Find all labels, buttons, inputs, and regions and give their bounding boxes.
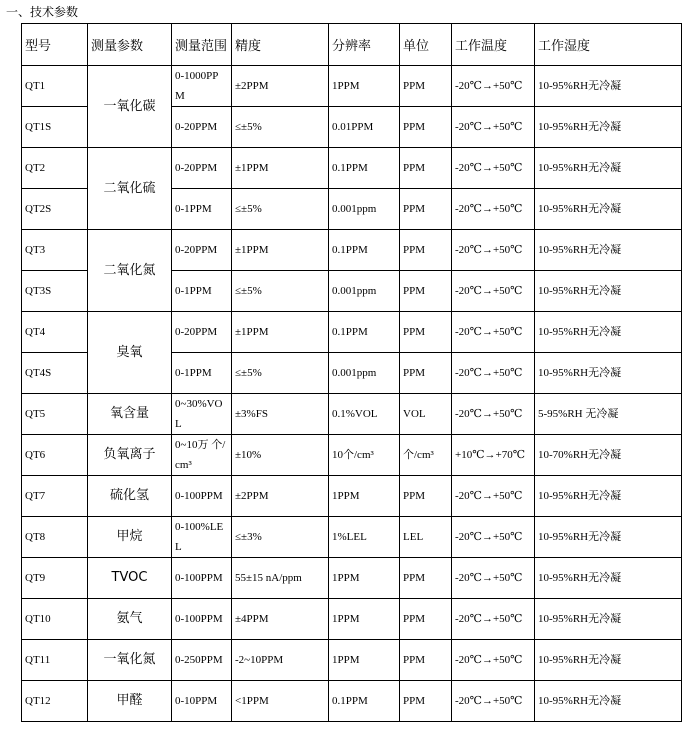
table-row	[22, 681, 682, 722]
cell-unit: 个/cm³	[400, 435, 452, 476]
cell-precision: ±10%	[232, 435, 329, 476]
cell-resolution: 0.1PPM	[329, 681, 400, 722]
cell-humidity: 10-95%RH无冷凝	[535, 558, 682, 599]
cell-resolution: 1%LEL	[329, 517, 400, 558]
cell-model: QT5	[22, 394, 88, 435]
cell-range: 0-20PPM	[172, 107, 232, 148]
cell-resolution: 1PPM	[329, 476, 400, 517]
cell-model: QT9	[22, 558, 88, 599]
cell-temp: -20℃→+50℃	[452, 517, 535, 558]
header-resolution: 分辨率	[329, 24, 400, 66]
cell-param: 甲醛	[88, 681, 172, 722]
header-model: 型号	[22, 24, 88, 66]
cell-unit: PPM	[400, 599, 452, 640]
cell-range: 0-1PPM	[172, 189, 232, 230]
cell-precision: <1PPM	[232, 681, 329, 722]
table-header-row	[22, 24, 682, 66]
cell-param: 一氧化碳	[88, 66, 172, 148]
cell-range: 0-20PPM	[172, 148, 232, 189]
cell-precision: ±1PPM	[232, 148, 329, 189]
cell-temp: -20℃→+50℃	[452, 312, 535, 353]
header-param: 测量参数	[88, 24, 172, 66]
table-row	[22, 599, 682, 640]
cell-precision: 55±15 nA/ppm	[232, 558, 329, 599]
header-unit: 单位	[400, 24, 452, 66]
cell-humidity: 10-95%RH无冷凝	[535, 312, 682, 353]
table-row	[22, 435, 682, 476]
cell-resolution: 0.001ppm	[329, 271, 400, 312]
cell-param: 硫化氢	[88, 476, 172, 517]
section-title: 一、技术参数	[6, 5, 79, 19]
table-row	[22, 394, 682, 435]
cell-resolution: 0.001ppm	[329, 353, 400, 394]
cell-param: 氧含量	[88, 394, 172, 435]
table-row	[22, 312, 682, 353]
cell-range: 0~10万 个/cm³	[172, 435, 232, 476]
cell-unit: PPM	[400, 66, 452, 107]
cell-resolution: 10个/cm³	[329, 435, 400, 476]
cell-param: 臭氧	[88, 312, 172, 394]
cell-model: QT2	[22, 148, 88, 189]
cell-temp: -20℃→+50℃	[452, 230, 535, 271]
cell-range: 0~30%VOL	[172, 394, 232, 435]
cell-precision: ±2PPM	[232, 476, 329, 517]
cell-humidity: 10-95%RH无冷凝	[535, 599, 682, 640]
cell-humidity: 5-95%RH 无冷凝	[535, 394, 682, 435]
cell-temp: -20℃→+50℃	[452, 107, 535, 148]
cell-temp: -20℃→+50℃	[452, 476, 535, 517]
cell-range: 0-1PPM	[172, 353, 232, 394]
cell-range: 0-100PPM	[172, 558, 232, 599]
cell-temp: +10℃→+70℃	[452, 435, 535, 476]
cell-model: QT4	[22, 312, 88, 353]
cell-humidity: 10-95%RH无冷凝	[535, 107, 682, 148]
cell-range: 0-20PPM	[172, 230, 232, 271]
cell-model: QT1	[22, 66, 88, 107]
cell-range: 0-100PPM	[172, 476, 232, 517]
cell-unit: PPM	[400, 681, 452, 722]
cell-unit: PPM	[400, 558, 452, 599]
cell-precision: ±1PPM	[232, 312, 329, 353]
cell-param: 二氧化氮	[88, 230, 172, 312]
cell-temp: -20℃→+50℃	[452, 394, 535, 435]
cell-resolution: 0.1PPM	[329, 148, 400, 189]
cell-resolution: 0.1PPM	[329, 230, 400, 271]
cell-humidity: 10-95%RH无冷凝	[535, 271, 682, 312]
cell-precision: ±4PPM	[232, 599, 329, 640]
cell-model: QT7	[22, 476, 88, 517]
table-row	[22, 476, 682, 517]
cell-unit: PPM	[400, 107, 452, 148]
cell-resolution: 1PPM	[329, 640, 400, 681]
cell-humidity: 10-95%RH无冷凝	[535, 148, 682, 189]
header-temp: 工作温度	[452, 24, 535, 66]
table-row	[22, 148, 682, 189]
cell-unit: VOL	[400, 394, 452, 435]
cell-temp: -20℃→+50℃	[452, 148, 535, 189]
cell-resolution: 0.1%VOL	[329, 394, 400, 435]
cell-range: 0-1PPM	[172, 271, 232, 312]
cell-unit: PPM	[400, 353, 452, 394]
spec-table	[21, 23, 682, 722]
cell-model: QT8	[22, 517, 88, 558]
cell-unit: PPM	[400, 189, 452, 230]
cell-resolution: 0.001ppm	[329, 189, 400, 230]
cell-range: 0-10PPM	[172, 681, 232, 722]
cell-precision: ±3%FS	[232, 394, 329, 435]
cell-unit: LEL	[400, 517, 452, 558]
cell-unit: PPM	[400, 476, 452, 517]
cell-param: 二氧化硫	[88, 148, 172, 230]
cell-range: 0-100PPM	[172, 599, 232, 640]
cell-humidity: 10-95%RH无冷凝	[535, 66, 682, 107]
cell-param: 一氧化氮	[88, 640, 172, 681]
cell-precision: -2~10PPM	[232, 640, 329, 681]
table-row	[22, 66, 682, 107]
cell-range: 0-1000PPM	[172, 66, 232, 107]
cell-param: 负氧离子	[88, 435, 172, 476]
cell-resolution: 1PPM	[329, 66, 400, 107]
cell-unit: PPM	[400, 640, 452, 681]
cell-temp: -20℃→+50℃	[452, 599, 535, 640]
header-humidity: 工作湿度	[535, 24, 682, 66]
cell-humidity: 10-95%RH无冷凝	[535, 476, 682, 517]
cell-param: TVOC	[88, 558, 172, 599]
cell-precision: ±2PPM	[232, 66, 329, 107]
cell-precision: ±1PPM	[232, 230, 329, 271]
cell-temp: -20℃→+50℃	[452, 681, 535, 722]
cell-humidity: 10-95%RH无冷凝	[535, 681, 682, 722]
cell-temp: -20℃→+50℃	[452, 640, 535, 681]
cell-temp: -20℃→+50℃	[452, 558, 535, 599]
cell-humidity: 10-70%RH无冷凝	[535, 435, 682, 476]
cell-humidity: 10-95%RH无冷凝	[535, 517, 682, 558]
cell-model: QT12	[22, 681, 88, 722]
cell-resolution: 0.01PPM	[329, 107, 400, 148]
cell-model: QT11	[22, 640, 88, 681]
cell-precision: ≤±5%	[232, 189, 329, 230]
cell-resolution: 1PPM	[329, 558, 400, 599]
cell-param: 氨气	[88, 599, 172, 640]
cell-humidity: 10-95%RH无冷凝	[535, 640, 682, 681]
cell-temp: -20℃→+50℃	[452, 271, 535, 312]
header-precision: 精度	[232, 24, 329, 66]
cell-range: 0-20PPM	[172, 312, 232, 353]
table-body	[22, 66, 682, 722]
table-row	[22, 640, 682, 681]
header-range: 测量范围	[172, 24, 232, 66]
cell-precision: ≤±5%	[232, 271, 329, 312]
cell-unit: PPM	[400, 230, 452, 271]
cell-precision: ≤±3%	[232, 517, 329, 558]
cell-humidity: 10-95%RH无冷凝	[535, 353, 682, 394]
cell-model: QT3	[22, 230, 88, 271]
cell-temp: -20℃→+50℃	[452, 353, 535, 394]
cell-unit: PPM	[400, 312, 452, 353]
cell-humidity: 10-95%RH无冷凝	[535, 230, 682, 271]
cell-unit: PPM	[400, 148, 452, 189]
cell-unit: PPM	[400, 271, 452, 312]
cell-resolution: 0.1PPM	[329, 312, 400, 353]
cell-temp: -20℃→+50℃	[452, 189, 535, 230]
cell-model: QT10	[22, 599, 88, 640]
cell-model: QT1S	[22, 107, 88, 148]
table-row	[22, 230, 682, 271]
cell-model: QT3S	[22, 271, 88, 312]
cell-precision: ≤±5%	[232, 353, 329, 394]
cell-precision: ≤±5%	[232, 107, 329, 148]
cell-model: QT4S	[22, 353, 88, 394]
table-row	[22, 517, 682, 558]
cell-model: QT6	[22, 435, 88, 476]
cell-temp: -20℃→+50℃	[452, 66, 535, 107]
cell-resolution: 1PPM	[329, 599, 400, 640]
cell-humidity: 10-95%RH无冷凝	[535, 189, 682, 230]
cell-range: 0-250PPM	[172, 640, 232, 681]
cell-range: 0-100%LEL	[172, 517, 232, 558]
cell-model: QT2S	[22, 189, 88, 230]
table-row	[22, 558, 682, 599]
cell-param: 甲烷	[88, 517, 172, 558]
